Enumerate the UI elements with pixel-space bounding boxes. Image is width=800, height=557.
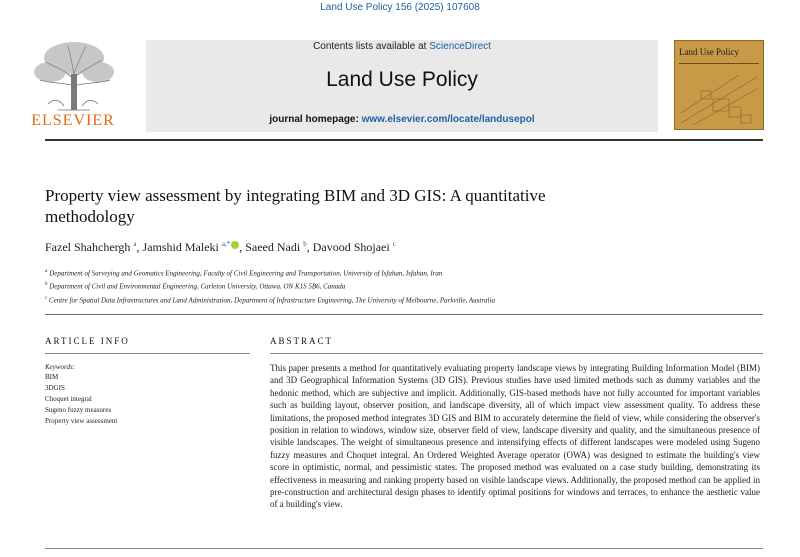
article-info-heading: ARTICLE INFO bbox=[45, 336, 130, 346]
keywords-label: Keywords: bbox=[45, 363, 76, 371]
journal-homepage-line bbox=[146, 114, 658, 125]
journal-cover-thumbnail[interactable] bbox=[674, 40, 764, 130]
keyword-item: BIM bbox=[45, 373, 59, 381]
affiliation-marker: c bbox=[45, 295, 48, 301]
journal-citation[interactable]: Land Use Policy 156 (2025) 107608 bbox=[320, 2, 480, 13]
keyword-item: Sugeno fuzzy measures bbox=[45, 406, 112, 414]
section-rule bbox=[45, 314, 763, 315]
affiliation-text: Department of Civil and Environmental Engineering, Carleton University, Ottawa, ON K1S 5B6, Canada bbox=[49, 282, 346, 291]
affiliation-marker: b bbox=[45, 282, 48, 288]
author-affiliation-marker[interactable]: c bbox=[392, 240, 396, 248]
contents-prefix: Contents lists available at bbox=[313, 41, 430, 52]
author-name[interactable]: Fazel Shahchergh bbox=[45, 240, 131, 254]
author-affiliation-marker[interactable]: a,* bbox=[221, 240, 231, 248]
author-list bbox=[45, 240, 765, 255]
cover-divider bbox=[679, 63, 759, 64]
elsevier-logo[interactable] bbox=[18, 40, 128, 132]
author-separator: , bbox=[306, 240, 313, 254]
cover-title: Land Use Policy bbox=[679, 47, 739, 57]
cover-artwork bbox=[679, 69, 759, 127]
keyword-item: 3DGIS bbox=[45, 384, 65, 392]
homepage-prefix: journal homepage: bbox=[269, 114, 362, 125]
paper-title: Property view assessment by integrating BIM and 3D GIS: A quantitative methodology bbox=[45, 186, 546, 226]
affiliation-text: Centre for Spatial Data Infrastructures and Land Administration, Department of Infrastructure Engineering, The University of Melbourne, Parkville, Australia bbox=[48, 295, 495, 304]
keyword-item: Choquet integral bbox=[45, 395, 92, 403]
affiliation-marker: a bbox=[45, 269, 48, 274]
abstract-rule bbox=[270, 353, 763, 354]
affiliation-text: Department of Surveying and Geomatics Engineering, Faculty of Civil Engineering and Transportation, University of Isfahan, Isfahan, Iran bbox=[49, 269, 443, 278]
affiliation-item bbox=[45, 279, 765, 292]
affiliation-list bbox=[45, 266, 765, 306]
article-info-rule bbox=[45, 353, 250, 354]
affiliation-item bbox=[45, 293, 765, 306]
journal-homepage-link[interactable]: www.elsevier.com/locate/landusepol bbox=[361, 114, 535, 125]
journal-title: Land Use Policy bbox=[326, 68, 478, 91]
author-separator: , bbox=[136, 240, 143, 254]
abstract-heading: ABSTRACT bbox=[270, 336, 334, 346]
keyword-item: Property view assessment bbox=[45, 417, 118, 425]
author-affiliation-marker[interactable]: b bbox=[303, 240, 307, 248]
affiliation-item bbox=[45, 266, 765, 279]
header-rule bbox=[45, 139, 763, 141]
author-separator: , bbox=[239, 240, 246, 254]
author-affiliation-marker[interactable]: a bbox=[133, 240, 137, 248]
sciencedirect-link[interactable]: ScienceDirect bbox=[429, 41, 491, 52]
abstract-text: This paper presents a method for quantitatively evaluating property landscape views by integrating Building Information Model (BIM) and 3D Geographical Information Systems (3D GIS). Previous studies have used limited methods such as dummy variables and the hedonic method, which are subjective and implicit. Additionally, GIS-based methods have not fully accounted for important variables such as building layout, observer position, and landscape diversity, all of which impact view assessment quality. To address these limitations, the proposed method integrates 3D GIS and BIM to accurately determine the field of view, while considering the observer's position in relation to windows, window size, observer field of view, landscape diversity and quality, and the simultaneous presence of visible landscapes. The weight of simultaneous presence and intensifying effects of different landscapes were modeled using Sugeno fuzzy measures and Choquet integral. An Ordered Weighted Average operator (OWA) was designed to estimate the building's view score in optimistic, normal, and pessimistic states. The proposed method was evaluated on a case study building, demonstrating its effectiveness in measuring and ranking property based on visible landscape views. Additionally, the proposed method can be applied in pre-construction and architectural design phases to identify optimal positions for windows and terraces, to enhance the aesthetic value of a building's view. bbox=[270, 363, 760, 510]
elsevier-tree-icon bbox=[28, 40, 120, 114]
author-name[interactable]: Davood Shojaei bbox=[312, 240, 390, 254]
keywords-list bbox=[45, 372, 245, 427]
bottom-rule bbox=[45, 548, 763, 549]
author-name[interactable]: Saeed Nadi bbox=[245, 240, 301, 254]
elsevier-wordmark: ELSEVIER bbox=[31, 112, 115, 129]
author-name[interactable]: Jamshid Maleki bbox=[142, 240, 219, 254]
contents-available-line bbox=[146, 41, 658, 52]
